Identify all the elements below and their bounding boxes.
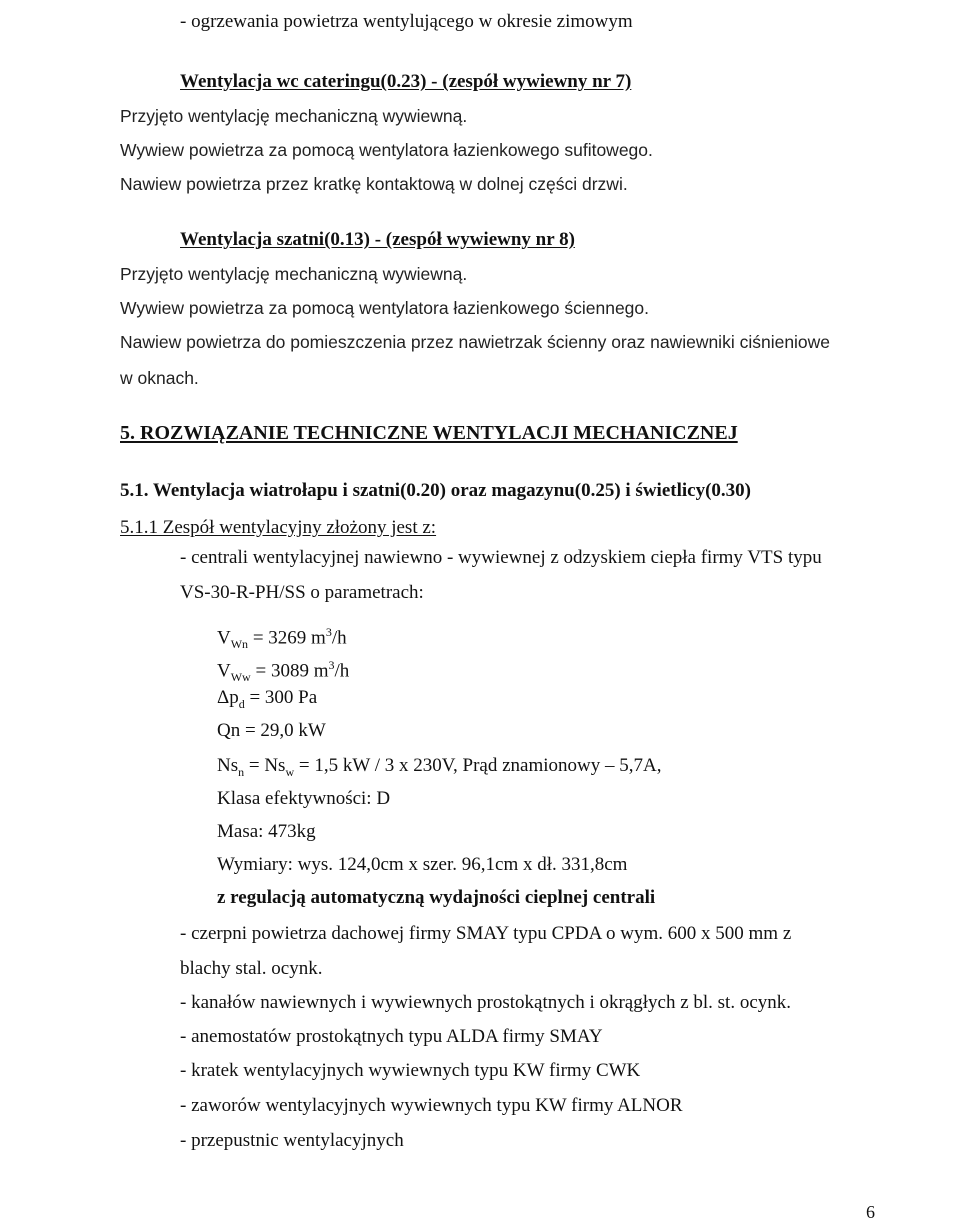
param-vwn: $V_{Wn} = 3269$ $m^3/h$ <box>217 625 347 652</box>
item-anemostaty: - anemostatów prostokątnych typu ALDA firmy SMAY <box>180 1026 603 1047</box>
param-regulacja: z regulacją automatyczną wydajności cieplnej centrali <box>217 887 656 908</box>
szatni-line-2: Wywiew powietrza za pomocą wentylatora łazienkowego ściennego. <box>120 298 649 318</box>
section-heading-szatni: Wentylacja szatni(0.13) - (zespół wywiewny nr 8) <box>180 229 575 250</box>
catering-line-3: Nawiew powietrza przez kratkę kontaktową w dolnej części drzwi. <box>120 174 628 194</box>
item-czerpnia-2: blachy stal. ocynk. <box>180 958 323 979</box>
item-kanaly: - kanałów nawiewnych i wywiewnych prostokątnych i okrągłych z bl. st. ocynk. <box>180 992 792 1013</box>
catering-line-2: Wywiew powietrza za pomocą wentylatora łazienkowego sufitowego. <box>120 140 653 160</box>
param-vww: $V_{Ww} = 3089$ $m^3/h$ <box>217 658 350 685</box>
catering-line-1: Przyjęto wentylację mechaniczną wywiewną. <box>120 106 468 126</box>
szatni-line-3: Nawiew powietrza do pomieszczenia przez nawietrzak ścienny oraz nawiewniki ciśnieniowe <box>120 332 831 352</box>
ahu-line-1: - centrali wentylacyjnej nawiewno - wywiewnej z odzyskiem ciepła firmy VTS typu <box>180 547 822 568</box>
item-czerpnia-1: - czerpni powietrza dachowej firmy SMAY typu CPDA o wym. 600 x 500 mm z <box>180 923 792 944</box>
param-klasa: Klasa efektywności: D <box>217 788 391 809</box>
subsection-heading-5-1-1: 5.1.1 Zespół wentylacyjny złożony jest z: <box>120 517 437 538</box>
param-dp: $\Delta p_d = 300$ Pa <box>217 687 318 711</box>
param-ns: $Ns_n = Ns_w = 1,5$ kW / 3 x 230V, Prąd znamionowy – 5,7A, <box>217 755 662 779</box>
heating-line: - ogrzewania powietrza wentylującego w okresie zimowym <box>180 11 633 32</box>
page-number: 6 <box>866 1202 875 1222</box>
szatni-line-4: w oknach. <box>120 368 199 388</box>
param-wymiary: Wymiary: wys. 124,0cm x szer. 96,1cm x dł. 331,8cm <box>217 854 628 875</box>
chapter-heading-5: 5. ROZWIĄZANIE TECHNICZNE WENTYLACJI MECHANICZNEJ <box>120 422 738 444</box>
section-heading-catering: Wentylacja wc cateringu(0.23) - (zespół wywiewny nr 7) <box>180 71 632 92</box>
subsection-heading-5-1: 5.1. Wentylacja wiatrołapu i szatni(0.20) oraz magazynu(0.25) i świetlicy(0.30) <box>120 480 751 501</box>
item-przepustnice: - przepustnic wentylacyjnych <box>180 1130 404 1151</box>
szatni-line-1: Przyjęto wentylację mechaniczną wywiewną. <box>120 264 468 284</box>
param-qn: Qn = 29,0 kW <box>217 720 326 741</box>
item-zawory: - zaworów wentylacyjnych wywiewnych typu KW firmy ALNOR <box>180 1095 683 1116</box>
param-masa: Masa: 473kg <box>217 821 316 842</box>
item-kratki: - kratek wentylacyjnych wywiewnych typu KW firmy CWK <box>180 1060 641 1081</box>
ahu-line-2: VS-30-R-PH/SS o parametrach: <box>180 582 424 603</box>
